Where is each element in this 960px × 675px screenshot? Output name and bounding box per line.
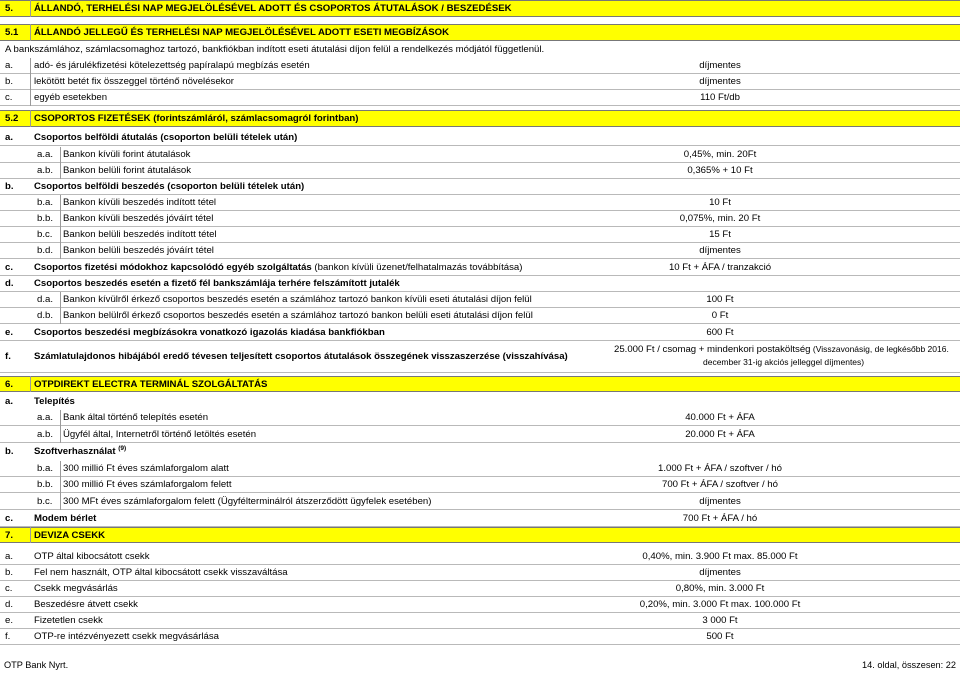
section-title: ÁLLANDÓ, TERHELÉSI NAP MEGJELÖLÉSÉVEL ADOTT ÉS CSOPORTOS ÁTUTALÁSOK / BESZEDÉSEK: [34, 3, 512, 14]
section-title: DEVIZA CSEKK: [34, 529, 106, 541]
section-7-header: 7. DEVIZA CSEKK: [0, 527, 960, 543]
column-divider: [30, 376, 31, 392]
column-divider: [60, 195, 61, 259]
section-title: ÁLLANDÓ JELLEGŰ ÉS TERHELÉSI NAP MEGJELÖLÉSÉVEL ADOTT ESETI MEGBÍZÁSOK: [34, 27, 450, 38]
fee-row: b.b. Bankon kívüli beszedés jóváírt tétel 0,075%, min. 20 Ft: [0, 211, 960, 227]
fee-row: c. egyéb esetekben 110 Ft/db: [0, 90, 960, 106]
fee-row: e. Fizetetlen csekk 3 000 Ft: [0, 613, 960, 629]
column-divider: [30, 24, 31, 41]
group-row: a. Csoportos belföldi átutalás (csoporton belüli tételek után): [0, 130, 960, 146]
fee-row: c. Modem bérlet 700 Ft + ÁFA / hó: [0, 511, 960, 527]
column-divider: [30, 527, 31, 543]
group-row: d. Csoportos beszedés esetén a fizető fél bankszámlája terhére felszámított jutalék: [0, 276, 960, 292]
column-divider: [60, 147, 61, 179]
fee-row: b.c. Bankon belüli beszedés indított tétel 15 Ft: [0, 227, 960, 243]
section-5-header: [0, 0, 960, 17]
fee-row: b. lekötött betét fix összeggel történő növelésekor díjmentes: [0, 74, 960, 90]
group-row: b. Szoftverhasználat $^{(9)}$: [5, 445, 127, 458]
section-number: 5.1: [5, 27, 19, 38]
fee-row: a.b. Ügyfél által, Internetről történő letöltés esetén 20.000 Ft + ÁFA: [0, 427, 960, 443]
section-title: CSOPORTOS FIZETÉSEK (forintszámláról, számlacsomagról forintban): [34, 113, 359, 124]
fee-row: b.c. 300 MFt éves számlaforgalom felett (Ügyfélterminálról átszerződött ügyfelek esetében) díjmentes: [0, 494, 960, 510]
fee-row: a.b. Bankon belüli forint átutalások 0,365% + 10 Ft: [0, 163, 960, 179]
column-divider: [60, 410, 61, 443]
footer-page-number: 14. oldal, összesen: 22: [862, 660, 956, 670]
fee-row: b.d. Bankon belüli beszedés jóváírt tétel díjmentes: [0, 243, 960, 259]
fee-row: a.a. Bankon kívüli forint átutalások 0,45%, min. 20Ft: [0, 147, 960, 163]
fee-row: f. OTP-re intézvényezett csekk megvásárlása 500 Ft: [0, 629, 960, 645]
footer-company: OTP Bank Nyrt.: [4, 660, 69, 670]
section-6-header: 6. OTPDIREKT ELECTRA TERMINÁL SZOLGÁLTATÁS: [0, 376, 960, 392]
column-divider: [60, 461, 61, 510]
fee-row: d. Beszedésre átvett csekk 0,20%, min. 3.000 Ft max. 100.000 Ft: [0, 597, 960, 613]
fee-row: b.a. Bankon kívüli beszedés indított tétel 10 Ft: [0, 195, 960, 211]
column-divider: [30, 110, 31, 127]
fee-row: b. Fel nem használt, OTP által kibocsátott csekk visszaváltása díjmentes: [0, 565, 960, 581]
fee-row: a. adó- és járulékfizetési kötelezettség papíralapú megbízás esetén díjmentes: [0, 58, 960, 74]
fee-row: c. Csoportos fizetési módokhoz kapcsolódó egyéb szolgáltatás (bankon kívüli üzenet/felhatalmazás továbbítása) 10 Ft + ÁFA / tranzakció: [0, 260, 960, 276]
column-divider: [30, 58, 31, 106]
fee-row: c. Csekk megvásárlás 0,80%, min. 3.000 Ft: [0, 581, 960, 597]
fee-row: e. Csoportos beszedési megbízásokra vonatkozó igazolás kiadása bankfiókban 600 Ft: [0, 324, 960, 341]
fee-row: a.a. Bank által történő telepítés esetén 40.000 Ft + ÁFA: [0, 410, 960, 426]
fee-row: b.a. 300 millió Ft éves számlaforgalom alatt 1.000 Ft + ÁFA / szoftver / hó: [0, 461, 960, 477]
fee-row: b.b. 300 millió Ft éves számlaforgalom felett 700 Ft + ÁFA / szoftver / hó: [0, 477, 960, 493]
section-5-2-header: 5.2 CSOPORTOS FIZETÉSEK (forintszámláról, számlacsomagról forintban): [0, 110, 960, 127]
section-5-1-header: [0, 24, 960, 41]
fee-row: d.a. Bankon kívülről érkező csoportos beszedés esetén a számlához tartozó bankon kívüli eseti átutalási díjon felül 100 Ft: [0, 292, 960, 308]
fee-row: d.b. Bankon belülről érkező csoportos beszedés esetén a számlához tartozó bankon belüli eseti átutalási díjon felül 0 Ft: [0, 308, 960, 324]
section-number: 5.: [5, 3, 14, 14]
section-title: OTPDIREKT ELECTRA TERMINÁL SZOLGÁLTATÁS: [34, 378, 268, 390]
group-row: a. Telepítés: [5, 395, 75, 407]
column-divider: [60, 292, 61, 324]
fee-row: a. OTP által kibocsátott csekk 0,40%, min. 3.900 Ft max. 85.000 Ft: [0, 549, 960, 565]
group-row: b. Csoportos belföldi beszedés (csoporton belüli tételek után): [0, 179, 960, 195]
fee-row: f. Számlatulajdonos hibájából eredő tévesen teljesített csoportos átutalások összegének visszaszerzése (visszahívása) 25.000 Ft / csomag + mindenkori postaköltség (Visszavonásig, de legkésőbb 2016. december 31-ig akciós jelleggel díjmentes): [0, 341, 960, 373]
column-divider: [30, 0, 31, 17]
section-5-1-intro: A bankszámlához, számlacsomaghoz tartozó, bankfiókban indított eseti átutalási díjon felül a rendelkezés módjától függetlenül.: [5, 43, 545, 55]
